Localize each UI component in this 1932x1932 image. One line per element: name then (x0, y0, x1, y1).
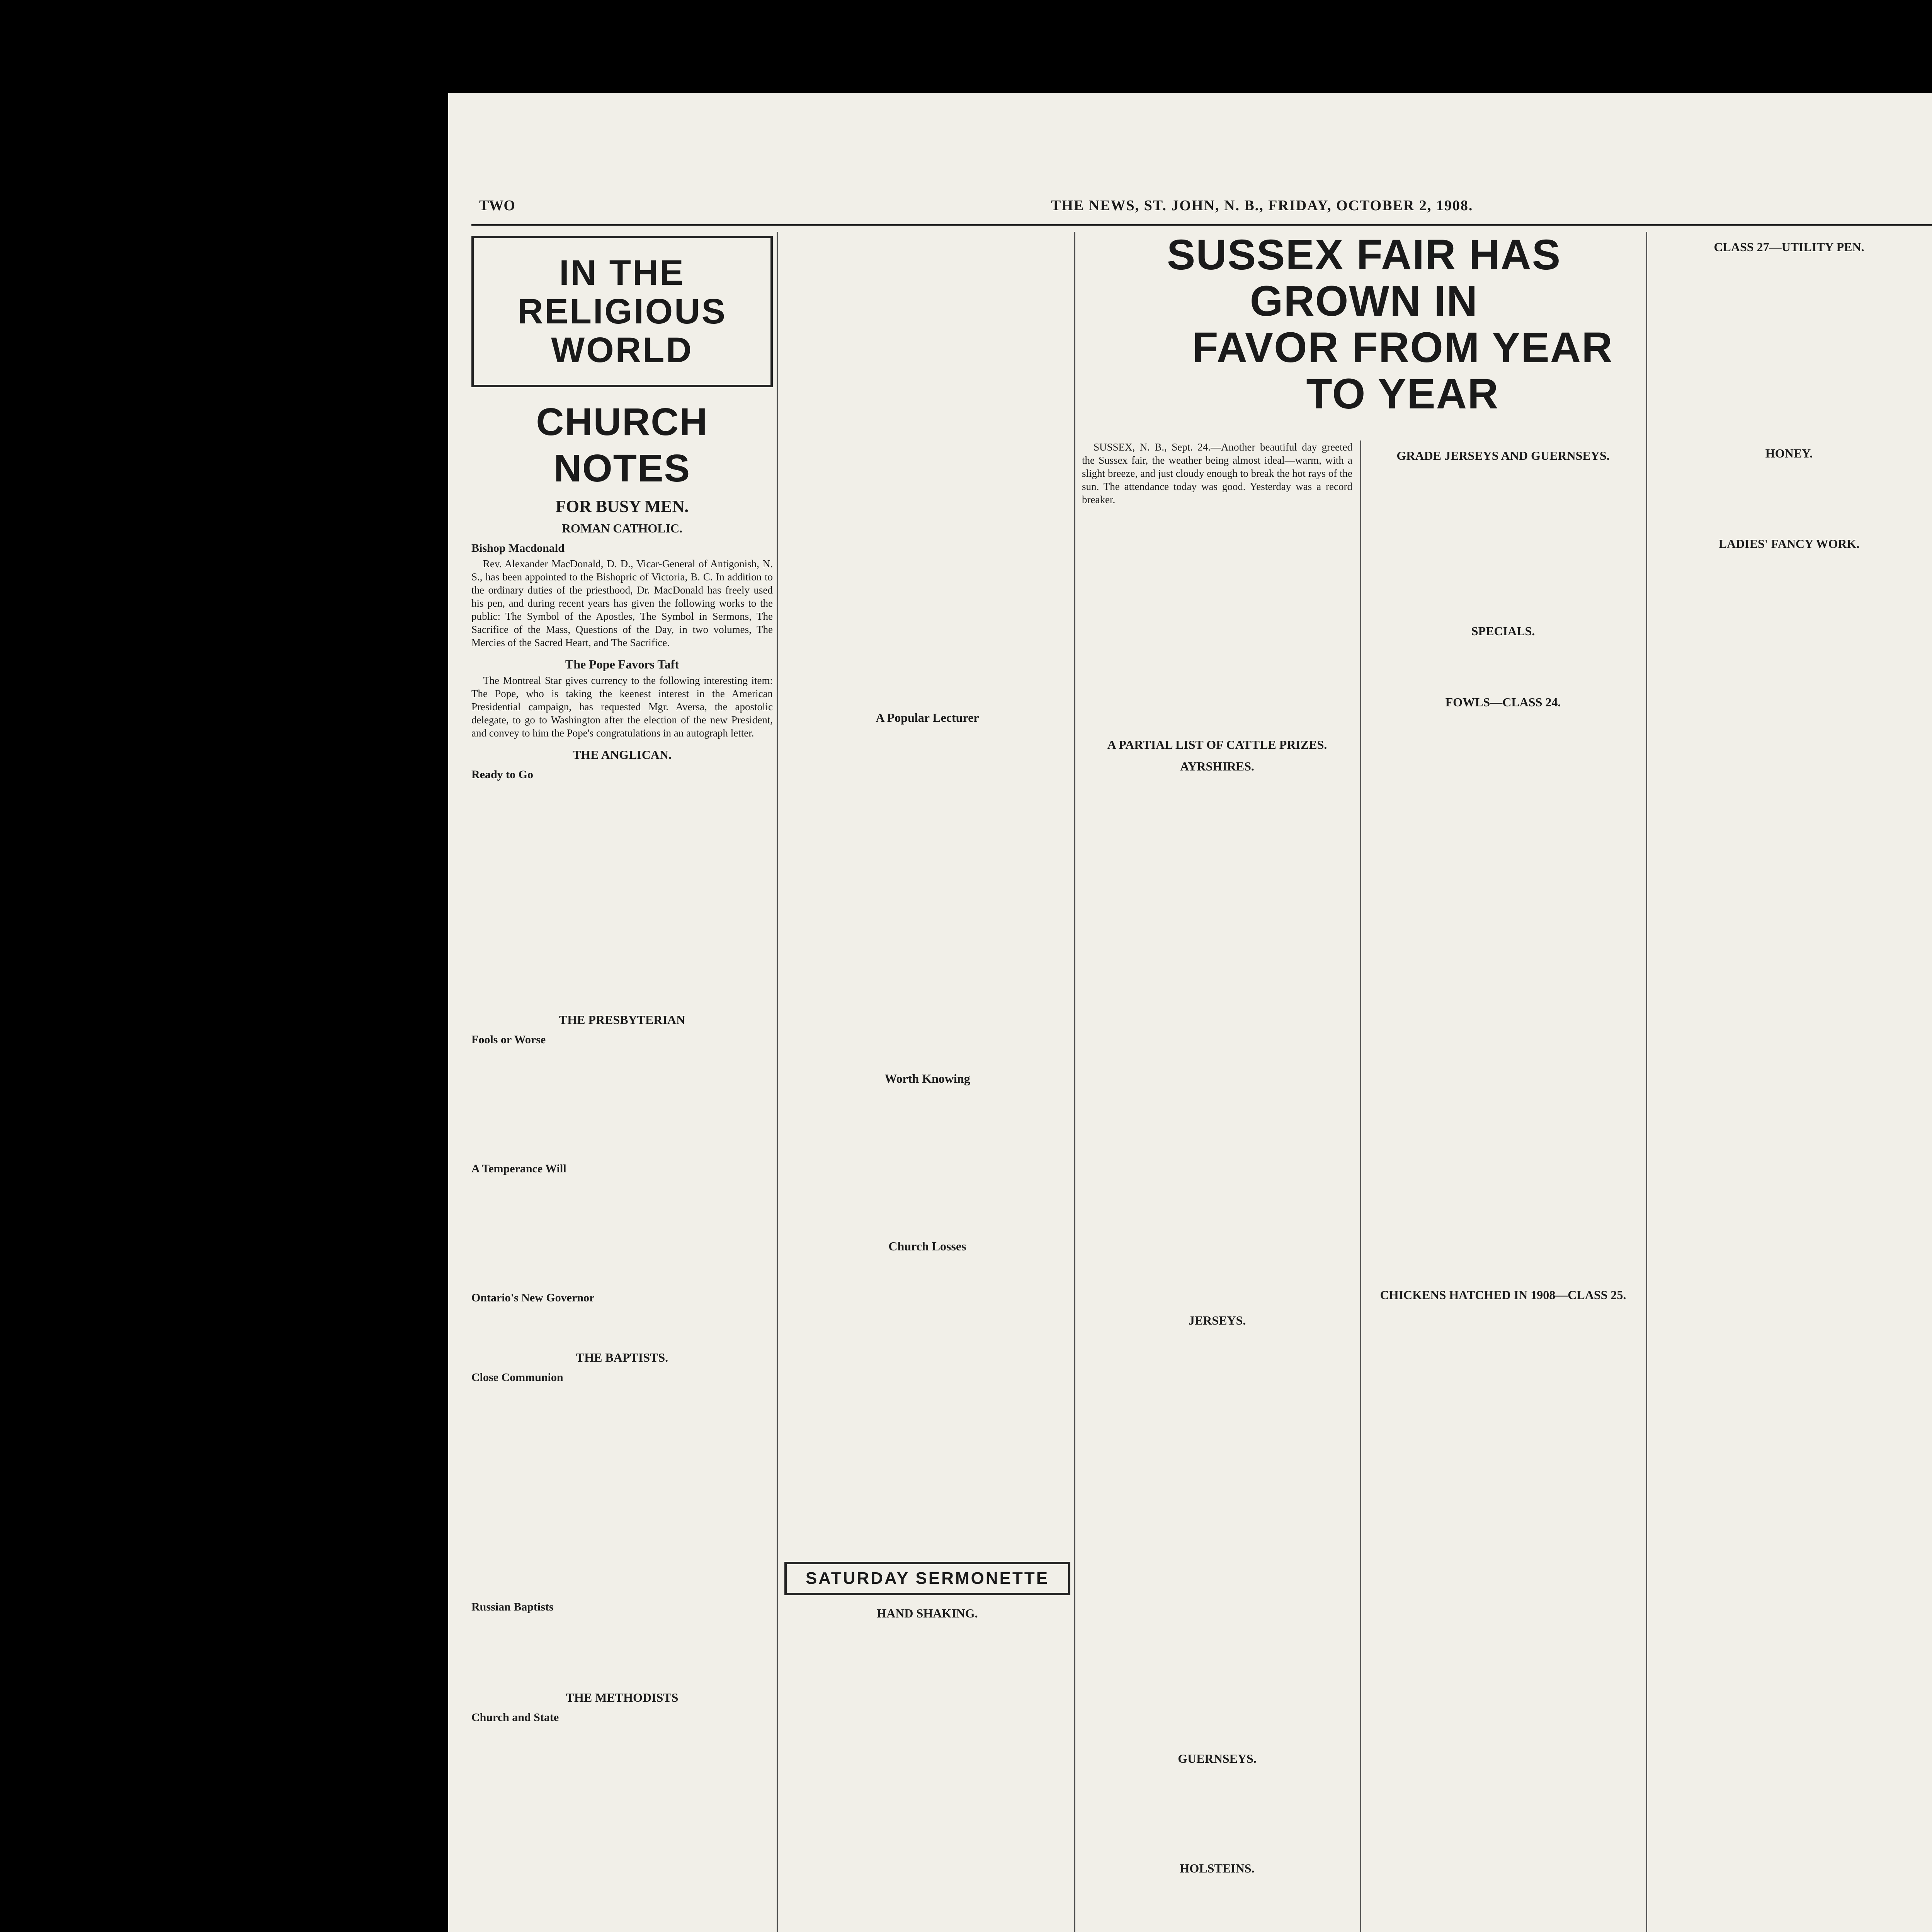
heading-pope: The Pope Favors Taft (565, 657, 679, 671)
article-bishop: Rev. Alexander MacDonald, D. D., Vicar-General of Antigonish, N. S., has been appointed to the Bishopric of Victoria, B. C. In addition to the ordinary duties of the priesthood, Dr. MacDonald has freely used his pen, and during recent years has given the following works to the public: The Symbol of the Apostles, The Symbol in Sermons, The Sacrifice of the Mass, Questions of the Day, in two volumes, The Mercies of the Sacred Heart, and The Sacrifice. (471, 558, 773, 648)
sussex-headline-1: SUSSEX FAIR HAS GROWN IN (1167, 231, 1561, 325)
newspaper-page (448, 93, 1932, 1932)
section-methodists: THE METHODISTS (566, 1690, 679, 1704)
masthead (471, 197, 1669, 224)
heading-utility: CLASS 27—UTILITY PEN. (1714, 240, 1864, 254)
heading-bishop: Bishop Macdonald (471, 542, 565, 554)
section-anglican: THE ANGLICAN. (572, 748, 672, 762)
column-rule (1646, 232, 1647, 1932)
religious-banner: IN THE RELIGIOUS WORLD (471, 236, 773, 387)
heading-fowls: FOWLS—CLASS 24. (1445, 695, 1561, 709)
heading-grade: GRADE JERSEYS AND GUERNSEYS. (1396, 449, 1610, 463)
sussex-headline (1082, 231, 1646, 418)
section-catholic: ROMAN CATHOLIC. (561, 521, 683, 535)
sussex-headline-2: FAVOR FROM YEAR TO YEAR (1192, 324, 1613, 418)
sussex-lead: SUSSEX, N. B., Sept. 24.—Another beautiful day greeted the Sussex fair, the weather being almost ideal—warm, with a slight breeze, and just cloudy enough to break the hot rays of the sun. The attendance today was good. Yesterday was a record breaker. (1082, 441, 1352, 505)
column-rule (1074, 232, 1075, 1932)
heading-temperance: A Temperance Will (471, 1162, 566, 1175)
heading-honey: HONEY. (1765, 446, 1813, 460)
paper-info: THE NEWS, ST. JOHN, N. B., FRIDAY, OCTOBER 2, 1908. (1051, 197, 1473, 214)
religious-column-1 (471, 232, 773, 1932)
heading-ontario: Ontario's New Governor (471, 1291, 595, 1304)
heading-russian: Russian Baptists (471, 1600, 554, 1613)
page-label: TWO (479, 197, 515, 214)
heading-church-state: Church and State (471, 1711, 559, 1724)
article-pope: The Montreal Star gives currency to the following interesting item: The Pope, who is taking the keenest interest in the American Presidential campaign, has requested Mgr. Aversa, the apostolic delegate, to go to Washington after the election of the new President, and convey to him the Pope's congratulations in an autograph letter. (471, 675, 773, 739)
heading-holsteins: HOLSTEINS. (1180, 1861, 1255, 1875)
church-notes-title: CHURCH NOTES (536, 400, 708, 490)
heading-worth: Worth Knowing (884, 1071, 970, 1085)
heading-chickens: CHICKENS HATCHED IN 1908—CLASS 25. (1380, 1288, 1626, 1302)
section-presbyterian: THE PRESBYTERIAN (559, 1013, 685, 1027)
heading-losses: Church Losses (888, 1239, 966, 1253)
column-rule (777, 232, 778, 1932)
heading-cattle: A PARTIAL LIST OF CATTLE PRIZES. (1107, 738, 1327, 752)
column-rule (1360, 440, 1361, 1932)
heading-popular: A Popular Lecturer (876, 711, 979, 724)
sermonette-banner: SATURDAY SERMONETTE (784, 1562, 1070, 1595)
sussex-column-3 (1654, 232, 1924, 1932)
section-baptists: THE BAPTISTS. (576, 1350, 668, 1364)
heading-specials: SPECIALS. (1471, 624, 1535, 638)
heading-fools: Fools or Worse (471, 1033, 546, 1046)
heading-fancy: LADIES' FANCY WORK. (1718, 537, 1860, 551)
heading-ayrshires: AYRSHIRES. (1180, 759, 1254, 773)
heading-jerseys: JERSEYS. (1188, 1313, 1246, 1327)
heading-hand-shaking: HAND SHAKING. (877, 1606, 978, 1620)
church-notes-subtitle: FOR BUSY MEN. (555, 497, 689, 516)
masthead-rule (471, 224, 1932, 226)
heading-close-communion: Close Communion (471, 1371, 563, 1384)
sussex-column-2 (1368, 440, 1638, 1932)
sussex-column-1 (1082, 440, 1352, 1932)
heading-ready: Ready to Go (471, 768, 533, 781)
religious-column-2 (784, 595, 1070, 1932)
heading-guernseys: GUERNSEYS. (1178, 1752, 1257, 1765)
